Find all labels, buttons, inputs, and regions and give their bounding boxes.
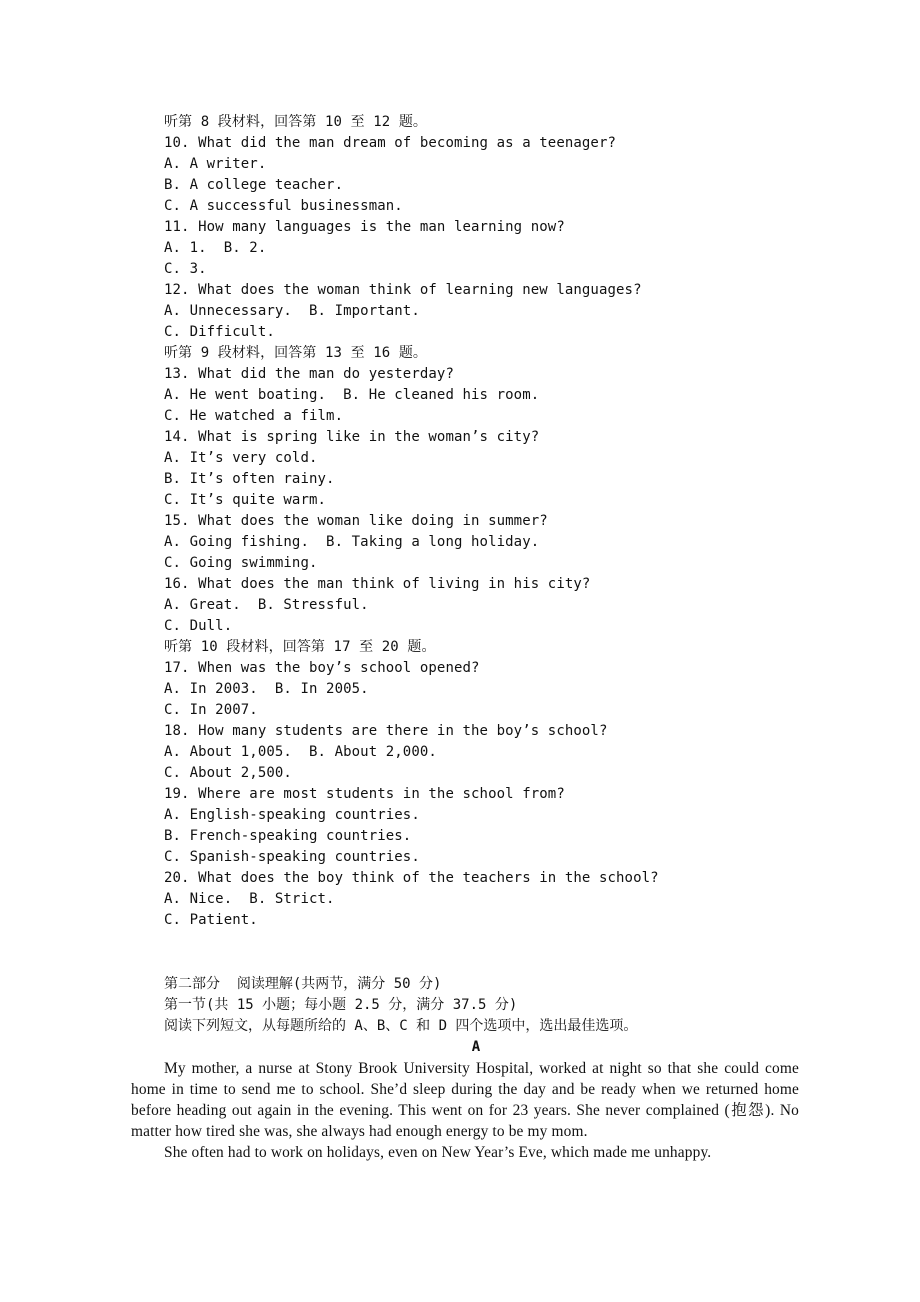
- question-10-option-a: A. A writer.: [164, 156, 267, 172]
- question-13-options-ab: A. He went boating. B. He cleaned his room.: [164, 387, 540, 403]
- instruction: 阅读下列短文，从每题所给的 A、B、C 和 D 四个选项中，选出最佳选项。: [164, 1018, 638, 1034]
- question-17-option-c: C. In 2007.: [164, 702, 258, 718]
- question-20-option-c: C. Patient.: [164, 912, 258, 928]
- question-19-option-c: C. Spanish-speaking countries.: [164, 849, 420, 865]
- question-10-option-c: C. A successful businessman.: [164, 198, 403, 214]
- section-heading-8: 听第 8 段材料，回答第 10 至 12 题。: [164, 114, 428, 130]
- question-14-option-b: B. It’s often rainy.: [164, 471, 335, 487]
- question-17-options-ab: A. In 2003. B. In 2005.: [164, 681, 369, 697]
- question-19-option-b: B. French-speaking countries.: [164, 828, 412, 844]
- section-heading-9: 听第 9 段材料，回答第 13 至 16 题。: [164, 345, 428, 361]
- question-19-option-a: A. English-speaking countries.: [164, 807, 420, 823]
- question-10-option-b: B. A college teacher.: [164, 177, 344, 193]
- question-12-options-ab: A. Unnecessary. B. Important.: [164, 303, 420, 319]
- reading-section: [131, 974, 811, 1163]
- question-18: 18. How many students are there in the boy’s school?: [164, 723, 608, 739]
- listening-section: [164, 112, 864, 931]
- part-title: 第二部分 阅读理解(共两节，满分 50 分): [164, 976, 442, 992]
- question-14-option-a: A. It’s very cold.: [164, 450, 318, 466]
- question-18-option-c: C. About 2,500.: [164, 765, 292, 781]
- question-12: 12. What does the woman think of learning new languages?: [164, 282, 642, 298]
- question-16: 16. What does the man think of living in his city?: [164, 576, 591, 592]
- question-15-option-c: C. Going swimming.: [164, 555, 318, 571]
- question-18-options-ab: A. About 1,005. B. About 2,000.: [164, 744, 437, 760]
- question-16-option-c: C. Dull.: [164, 618, 233, 634]
- question-14-option-c: C. It’s quite warm.: [164, 492, 327, 508]
- passage-paragraph: She often had to work on holidays, even on New Year’s Eve, which made me unhappy.: [164, 1144, 712, 1161]
- question-20-options-ab: A. Nice. B. Strict.: [164, 891, 335, 907]
- passage-paragraph: My mother, a nurse at Stony Brook University Hospital, worked at night so that she could come home in time to send me to school. She’d sleep during the day and be ready when we returned home before heading out again in the evening. This went on for 23 years. She never complained (抱怨). No matter how tired she was, she always had enough energy to be my mom.: [131, 1060, 799, 1140]
- question-11: 11. How many languages is the man learning now?: [164, 219, 565, 235]
- question-11-options-ab: A. 1. B. 2.: [164, 240, 267, 256]
- question-14: 14. What is spring like in the woman’s city?: [164, 429, 540, 445]
- question-15: 15. What does the woman like doing in summer?: [164, 513, 548, 529]
- section-title: 第一节(共 15 小题；每小题 2.5 分，满分 37.5 分): [164, 997, 518, 1013]
- question-16-options-ab: A. Great. B. Stressful.: [164, 597, 369, 613]
- question-20: 20. What does the boy think of the teachers in the school?: [164, 870, 659, 886]
- question-12-option-c: C. Difficult.: [164, 324, 275, 340]
- section-heading-10: 听第 10 段材料，回答第 17 至 20 题。: [164, 639, 436, 655]
- question-10: 10. What did the man dream of becoming as a teenager?: [164, 135, 617, 151]
- question-17: 17. When was the boy’s school opened?: [164, 660, 480, 676]
- question-15-options-ab: A. Going fishing. B. Taking a long holiday.: [164, 534, 540, 550]
- question-19: 19. Where are most students in the school from?: [164, 786, 565, 802]
- passage-label: A: [471, 1039, 481, 1055]
- question-11-option-c: C. 3.: [164, 261, 207, 277]
- question-13: 13. What did the man do yesterday?: [164, 366, 454, 382]
- question-13-option-c: C. He watched a film.: [164, 408, 344, 424]
